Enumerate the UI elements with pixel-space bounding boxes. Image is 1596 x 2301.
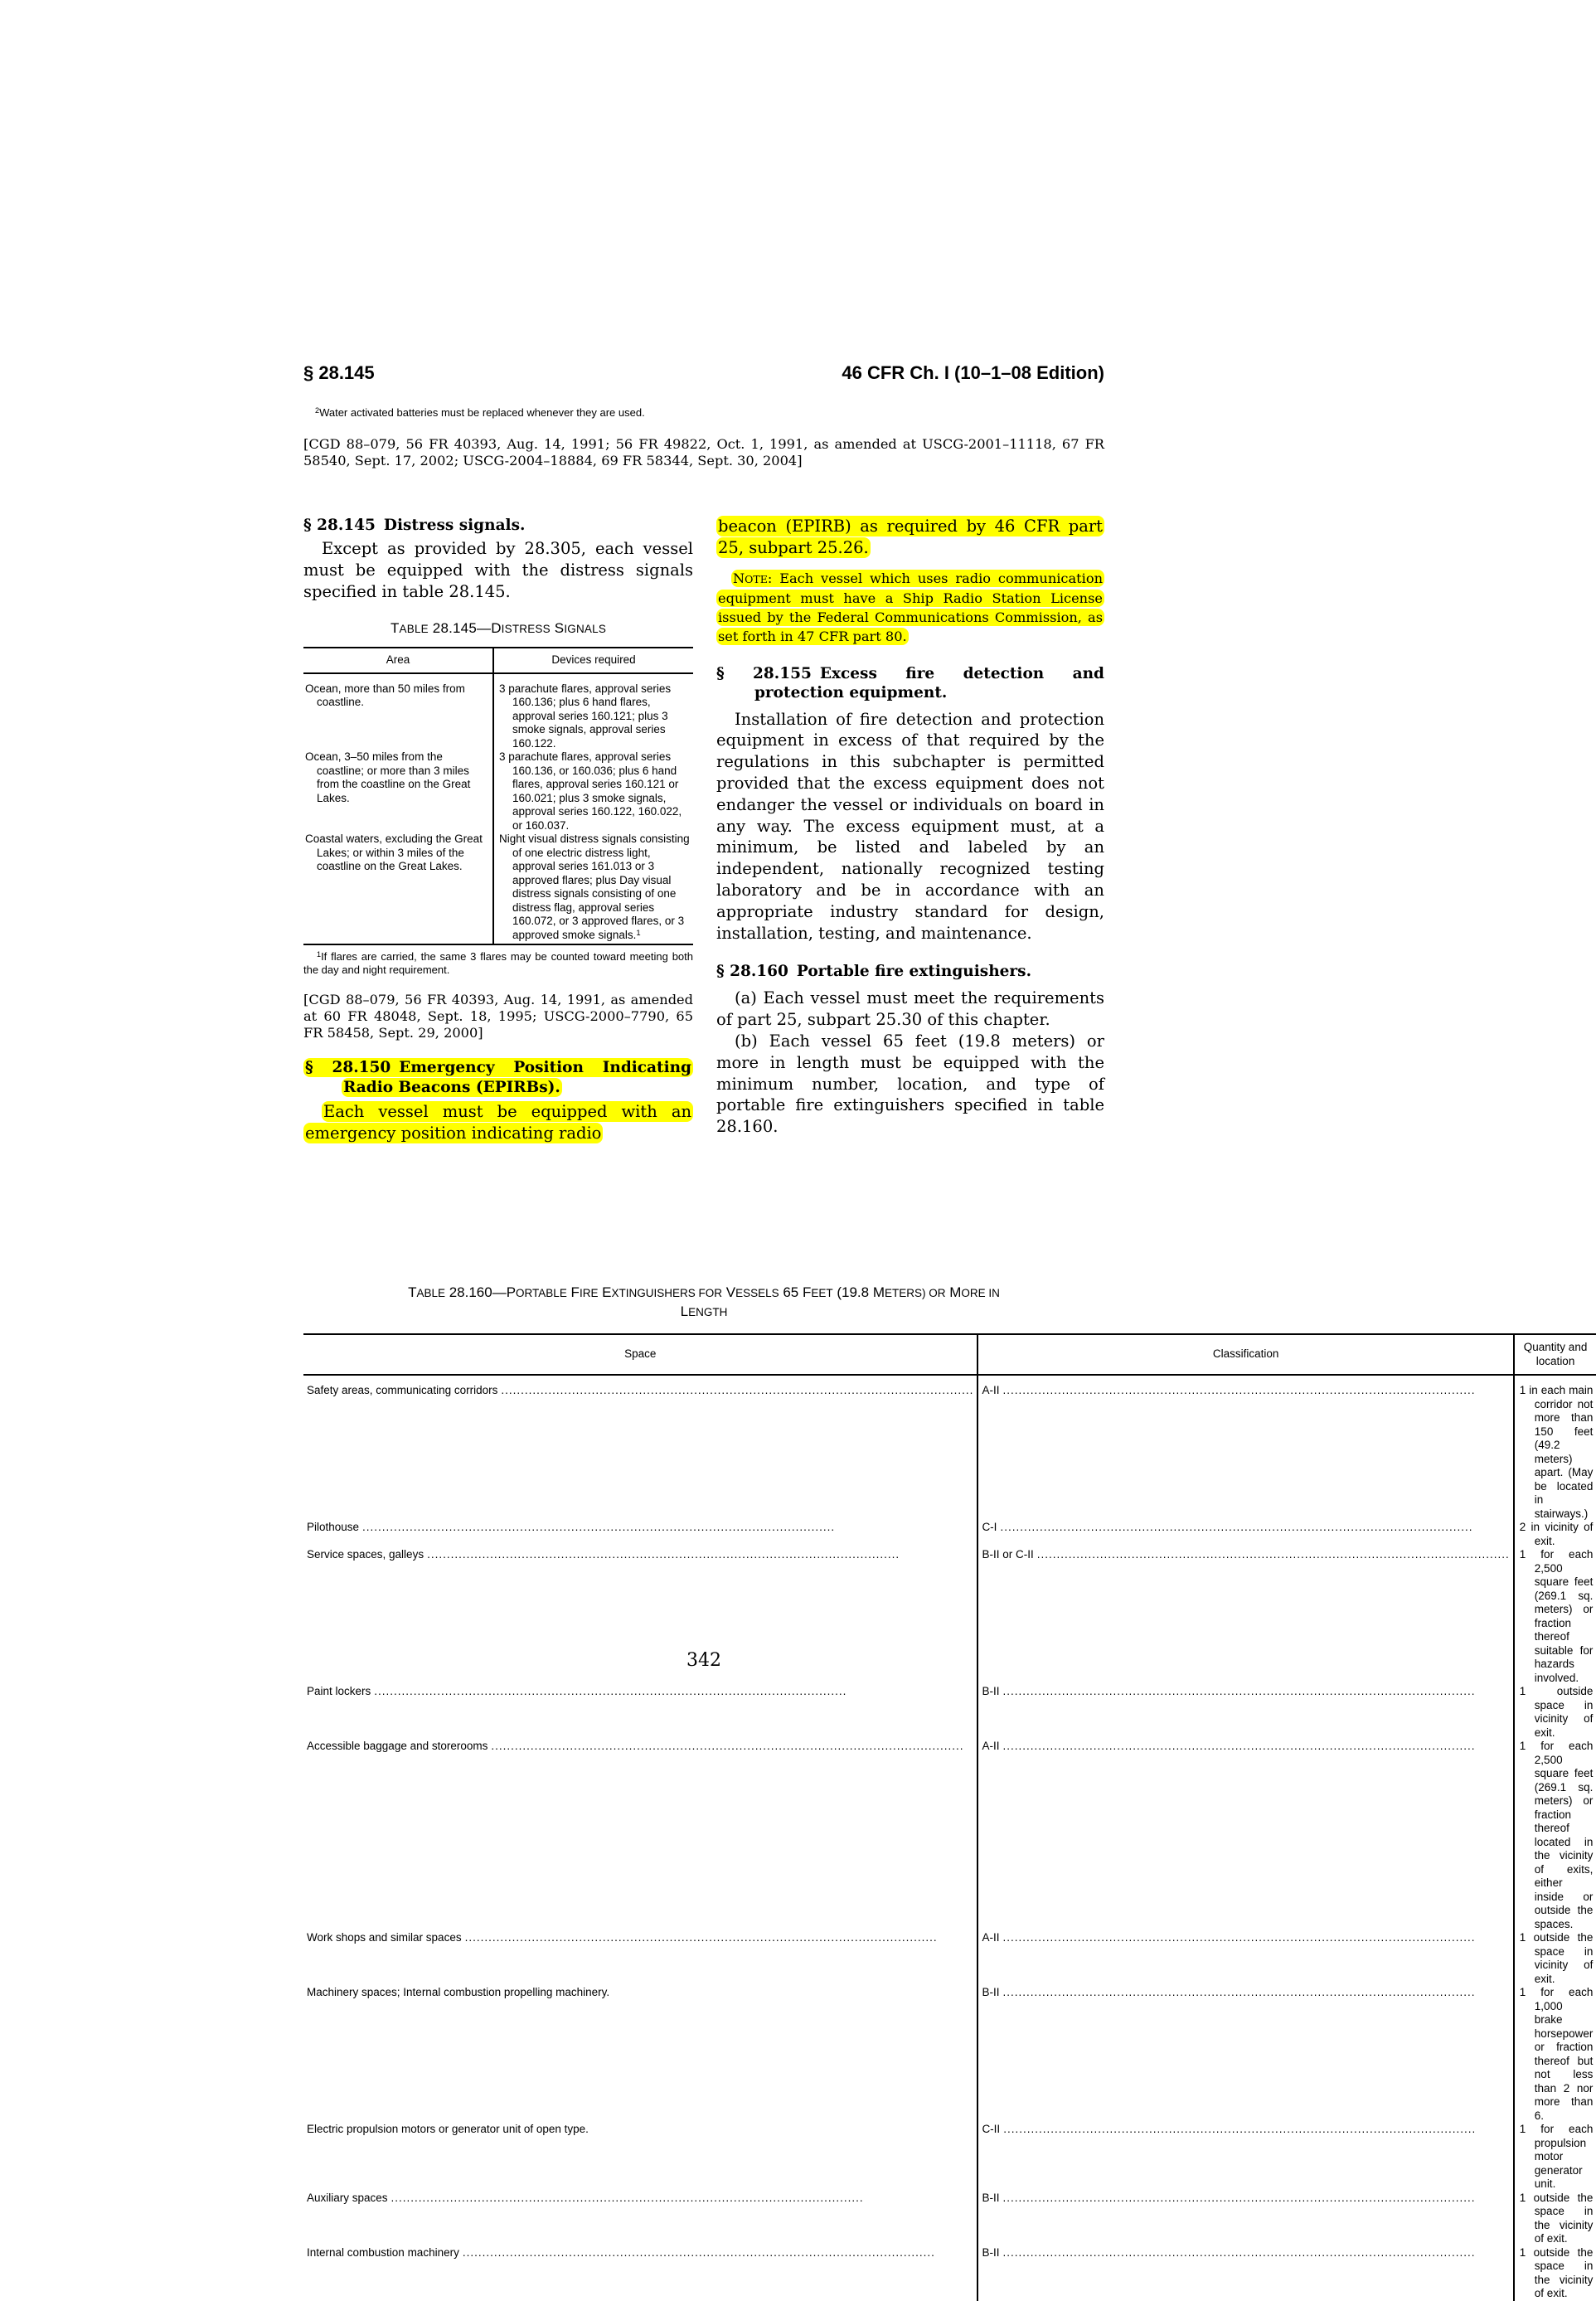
leader-dots — [999, 1685, 1509, 1699]
cell-space: Machinery spaces; Internal combustion propelling machinery. — [307, 1986, 610, 1998]
cell-area: Coastal waters, excluding the Great Lakes; or within 3 miles of the coastline on the Great Lakes. — [303, 833, 493, 944]
table-28-160 — [303, 1333, 1596, 2301]
highlighted-text: Each vessel must be equipped with an emergency position indicating radio — [305, 1102, 691, 1143]
section-number: § 28.145 — [303, 517, 376, 534]
cell-space — [303, 2192, 977, 2246]
highlighted-text: beacon (EPIRB) as required by 46 CFR part 25, subpart 25.26. — [718, 517, 1103, 557]
cell-quantity: 2 in vicinity of exit. — [1514, 1521, 1596, 1548]
leader-dots — [999, 1740, 1509, 1754]
cell-quantity: 1 outside the space in vicinity of exit. — [1514, 1931, 1596, 1986]
running-head — [303, 362, 1104, 387]
leader-dots — [1000, 2123, 1510, 2137]
cell-space — [303, 1685, 977, 1740]
cell-space-text: Service spaces, galleys — [307, 1548, 424, 1561]
table-row — [303, 833, 693, 944]
column-header-devices: Devices required — [493, 648, 693, 673]
caption-part: (19.8 M — [832, 1284, 885, 1300]
caption-part: E — [598, 1284, 612, 1300]
table-row — [303, 2123, 1596, 2192]
footnote-text: Water activated batteries must be replaced whenever they are used. — [319, 406, 645, 419]
cell-space — [303, 1521, 977, 1548]
cell-space-text: Internal combustion machinery — [307, 2245, 459, 2259]
leader-dots — [497, 1384, 973, 1398]
right-column — [716, 516, 1104, 1138]
leader-dots — [999, 1384, 1509, 1398]
column-header-classification: Classification — [977, 1334, 1513, 1375]
caption-part: T — [408, 1284, 417, 1300]
cell-classification-text: B-II or C-II — [982, 1548, 1034, 1561]
caption-part: L — [680, 1303, 689, 1319]
cell-classification-text: A-II — [982, 1384, 1000, 1396]
table-row — [303, 1521, 1596, 1548]
caption-part: ABLE — [399, 623, 429, 636]
caption-part: 65 F — [779, 1284, 812, 1300]
caption-part: IGNALS — [564, 623, 607, 636]
section-heading-28-155 — [716, 664, 1104, 702]
footnote-marker: 2 — [315, 405, 320, 415]
leader-dots — [462, 1931, 974, 1945]
note-label: N — [733, 570, 745, 586]
cell-devices: 3 parachute flares, approval series 160.136; plus 6 hand flares, approval series 160.121; plus 3 smoke signals, approval series 160.122. — [493, 673, 693, 751]
table-header-row — [303, 648, 693, 673]
table-row — [303, 1931, 1596, 1986]
table-row — [303, 2192, 1596, 2246]
table-row — [303, 1685, 1596, 1740]
cell-devices — [493, 833, 693, 944]
leader-dots — [999, 1931, 1509, 1945]
leader-dots — [488, 1740, 973, 1754]
cell-classification — [977, 1740, 1513, 1931]
source-citation: [CGD 88–079, 56 FR 40393, Aug. 14, 1991; 56 FR 49822, Oct. 1, 1991, as amended at USCG-2001–11118, 67 FR 58540, Sept. 17, 2002; USCG-2004–18884, 69 FR 58344, Sept. 30, 2004] — [303, 436, 1104, 468]
caption-part: S — [550, 620, 565, 637]
caption-part: ENGTH — [688, 1306, 728, 1318]
cell-space-text: Auxiliary spaces — [307, 2191, 388, 2204]
caption-part: T — [390, 620, 400, 637]
cell-classification — [977, 1375, 1513, 1521]
caption-part: 28.160—P — [444, 1284, 517, 1300]
section-title: Distress signals. — [383, 517, 526, 534]
cell-quantity: 1 outside space in vicinity of exit. — [1514, 1685, 1596, 1740]
section-title: Emergency Position Indicating Radio Beacons (EPIRBs). — [343, 1059, 691, 1097]
table-28-160-container — [303, 1333, 1594, 2301]
table-row — [303, 673, 693, 751]
cell-classification — [977, 2246, 1513, 2301]
caption-part: IRE — [579, 1287, 599, 1299]
cell-space-text: Work shops and similar spaces — [307, 1931, 462, 1944]
section-number: § 28.160 — [716, 963, 788, 981]
table-header-row — [303, 1334, 1596, 1375]
leader-dots — [459, 2246, 974, 2260]
cell-space-text: Accessible baggage and storerooms — [307, 1740, 488, 1752]
column-header-space: Space — [303, 1334, 977, 1375]
cell-devices-text: Night visual distress signals consisting of one electric distress light, approval series 161.013 or 3 approved flares; plus Day visual distress signals consisting of one distress flag, approval series 160.072, or 3 approved flares, or 3 approved smoke signals. — [499, 833, 690, 941]
section-para-a: (a) Each vessel must meet the requirements of part 25, subpart 25.30 of this chapter. — [716, 988, 1104, 1030]
caption-part: ORTABLE — [516, 1287, 567, 1299]
caption-part: ABLE — [416, 1287, 445, 1299]
leader-dots — [359, 1521, 973, 1535]
cell-quantity: 1 outside the space in the vicinity of exit. — [1514, 2192, 1596, 2246]
cell-classification-text: C-I — [982, 1521, 997, 1533]
cell-space-text: Paint lockers — [307, 1685, 371, 1697]
note-28-150 — [716, 569, 1104, 646]
cell-area: Ocean, 3–50 miles from the coastline; or more than 3 miles from the coastline on the Great Lakes. — [305, 750, 471, 804]
cell-classification-text: A-II — [982, 1740, 1000, 1752]
note-label-smallcaps: OTE — [745, 572, 768, 585]
cell-classification — [977, 1521, 1513, 1548]
table-row — [303, 1375, 1596, 1521]
leader-dots — [388, 2192, 974, 2206]
cell-space: Electric propulsion motors or generator unit of open type. — [307, 2123, 589, 2135]
cell-quantity: 1 outside the space in the vicinity of exit. — [1514, 2246, 1596, 2301]
cell-quantity: 1 for each 2,500 square feet (269.1 sq. meters) or fraction thereof suitable for hazards involved. — [1514, 1548, 1596, 1685]
cell-devices: 3 parachute flares, approval series 160.136, or 160.036; plus 6 hand flares, approval series 160.121 or 160.021; plus 3 smoke signals, approval series 160.122, 160.022, or 160.037. — [493, 750, 693, 833]
cell-area: Ocean, more than 50 miles from coastline. — [305, 682, 465, 709]
cell-space — [303, 2246, 977, 2301]
cell-space-text: Safety areas, communicating corridors — [307, 1384, 498, 1396]
highlighted-heading — [303, 1058, 693, 1097]
table-28-145-footnote — [303, 950, 693, 977]
running-head-section: § 28.145 — [303, 362, 375, 383]
column-header-quantity: Quantity and location — [1514, 1334, 1596, 1375]
cell-classification-text: C-II — [982, 2123, 1001, 2135]
cell-space — [303, 1375, 977, 1521]
section-body-28-150-part1 — [303, 1101, 693, 1144]
table-row — [303, 750, 693, 833]
leader-dots — [999, 1986, 1509, 2000]
leader-dots — [424, 1548, 973, 1562]
source-citation-mid: [CGD 88–079, 56 FR 40393, Aug. 14, 1991, as amended at 60 FR 48048, Sept. 18, 1995; USCG-2000–7790, 65 FR 58458, Sept. 29, 2000] — [303, 992, 693, 1041]
leader-dots — [999, 2192, 1509, 2206]
cell-classification — [977, 1986, 1513, 2123]
running-head-publication: 46 CFR Ch. I (10–1–08 Edition) — [842, 362, 1104, 383]
caption-part: ESSELS — [735, 1287, 779, 1299]
footnote-marker: 1 — [636, 928, 641, 938]
cell-classification — [977, 2192, 1513, 2246]
cell-classification — [977, 2123, 1513, 2192]
table-row — [303, 2246, 1596, 2301]
carryover-footnote — [315, 406, 645, 419]
table-row — [303, 1986, 1596, 2123]
table-row — [303, 1740, 1596, 1931]
section-para-b: (b) Each vessel 65 feet (19.8 meters) or more in length must be equipped with the minimum number, location, and type of portable fire extinguishers specified in table 28.160. — [716, 1031, 1104, 1137]
left-column — [303, 516, 693, 1144]
cell-space — [303, 1740, 977, 1931]
cell-classification-text: A-II — [982, 1931, 1000, 1944]
caption-part: XTINGUISHERS FOR — [611, 1287, 723, 1299]
cell-quantity: 1 for each 1,000 brake horsepower or fraction thereof but not less than 2 nor more than 6. — [1514, 1986, 1596, 2123]
footnote-marker: 1 — [317, 950, 322, 959]
caption-part: V — [722, 1284, 736, 1300]
section-title: Excess fire detection and protection equipment. — [754, 664, 1104, 701]
cell-classification-text: B-II — [982, 1685, 1000, 1697]
caption-part: ETERS) OR — [885, 1287, 946, 1299]
table-28-160-caption — [303, 1284, 1104, 1322]
note-text: : Each vessel which uses radio communication equipment must have a Ship Radio Station License issued by the Federal Communications Commission, as set forth in 47 CFR part 80. — [718, 570, 1103, 644]
leader-dots — [997, 1521, 1509, 1535]
section-heading-28-160 — [716, 962, 1104, 981]
cell-space — [303, 1931, 977, 1986]
cell-classification-text: B-II — [982, 2191, 1000, 2204]
table-28-145 — [303, 647, 693, 945]
footnote-text: If flares are carried, the same 3 flares may be counted toward meeting both the day and night requirement. — [303, 950, 693, 977]
cell-quantity: 1 for each propulsion motor generator unit. — [1514, 2123, 1596, 2192]
column-header-area: Area — [303, 648, 493, 673]
cell-classification — [977, 1931, 1513, 1986]
cell-quantity: 1 for each 2,500 square feet (269.1 sq. meters) or fraction thereof located in the vicinity of exits, either inside or outside the spaces. — [1514, 1740, 1596, 1931]
caption-part: 28.145—D — [428, 620, 502, 637]
section-heading-28-145 — [303, 516, 693, 535]
caption-part: M — [945, 1284, 962, 1300]
section-heading-28-150 — [303, 1058, 693, 1098]
cell-classification-text: B-II — [982, 1986, 1000, 1998]
page-number: 342 — [686, 1650, 721, 1671]
cell-classification — [977, 1685, 1513, 1740]
section-title: Portable fire extinguishers. — [796, 963, 1032, 981]
caption-part: F — [566, 1284, 580, 1300]
cell-space-text: Pilothouse — [307, 1521, 360, 1533]
section-number: § 28.155 — [716, 664, 812, 682]
cell-classification-text: B-II — [982, 2245, 1000, 2259]
section-number: § 28.150 — [305, 1059, 391, 1077]
leader-dots — [999, 2246, 1509, 2260]
caption-part: EET — [811, 1287, 833, 1299]
leader-dots — [371, 1685, 973, 1699]
leader-dots — [1034, 1548, 1510, 1562]
cell-quantity: 1 in each main corridor not more than 150 feet (49.2 meters) apart. (May be located in stairways.) — [1514, 1375, 1596, 1521]
highlighted-note — [716, 570, 1104, 645]
table-28-145-caption — [303, 620, 693, 637]
section-body-28-150-part2 — [716, 516, 1104, 559]
section-body-28-155: Installation of fire detection and protection equipment in excess of that required by the regulations in this subchapter is permitted provided that the excess equipment does not endanger the vessel or individuals on board in any way. The excess equipment must, at a minimum, be listed and labeled by an independent, nationally recognized testing laboratory and be in accordance with an appropriate industry standard for design, installation, testing, and maintenance. — [716, 709, 1104, 943]
section-body-28-145: Except as provided by 28.305, each vessel must be equipped with the distress signals specified in table 28.145. — [303, 539, 693, 601]
caption-part: ISTRESS — [501, 623, 551, 636]
caption-part: ORE IN — [961, 1287, 1000, 1299]
